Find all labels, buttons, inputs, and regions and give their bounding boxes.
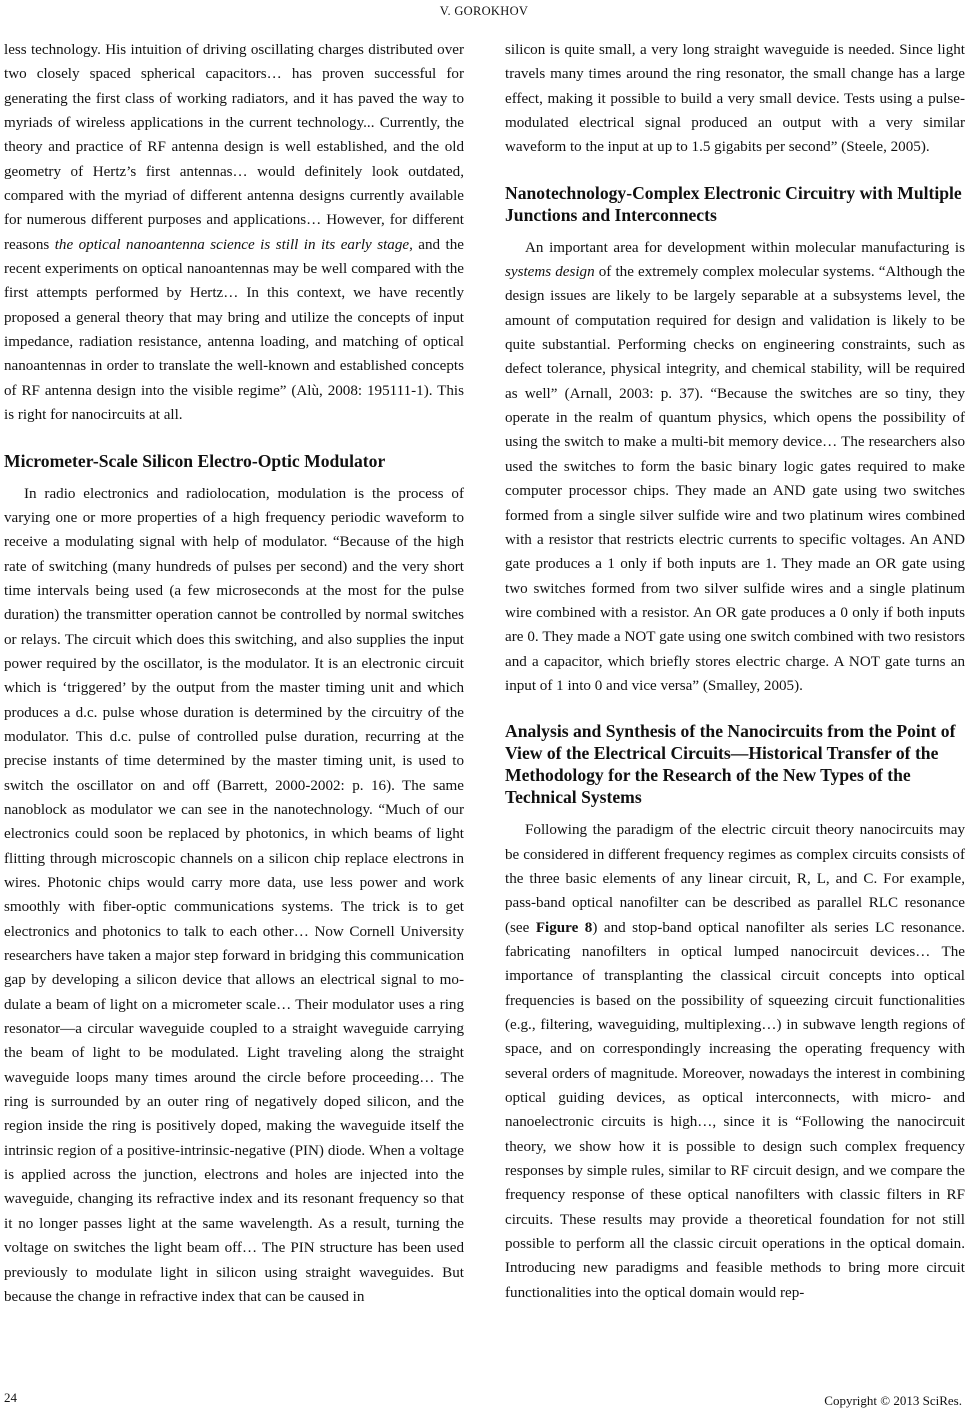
text-run: , and the recent experiments on optical nanoantennas may be well compared with the first attempts performed by Hertz… In this context, we have recently proposed a general theory that may bring and utilize the concepts of input impedance, radiation resistance, antenna loading, and matching of optical nanoantennas in order to translate the well-known and established concepts of RF antenna design into the visible regime” (Alù, 2008: 195111-1). This is right for nanocircuits at all. [4, 236, 464, 424]
running-head: V. GOROKHOV [439, 4, 529, 18]
right-column [505, 38, 965, 1305]
text-run: systems design [505, 264, 595, 281]
text-run: silicon is quite small, a very long straight waveguide is needed. Since light travels many times around the ring resonator, the small change has a large effect, making it possible to build a very small device. Tests using a pulse-modulated electrical signal produced an output with a very similar waveform to the input at up to 1.5 gigabits per second” (Steele, 2005). [505, 42, 965, 156]
paragraph [4, 38, 464, 428]
paragraph [505, 818, 965, 1305]
text-run: less technology. His intuition of driving oscillating charges distributed over two closely spaced spherical capacitors… has proven successful for generating the first class of working radiators, and it has paved the way to myriads of wireless applications in the current technology... Currently, the theory and practice of RF antenna design is well established, and the old geometry of Hertz’s first antennas… would definitely look outdated, compared with the myriad of different antenna designs currently available for numerous different purposes and applications… However, for different reasons [4, 42, 464, 253]
text-run: of the extremely complex molecular systems. “Although the design issues are likely to be largely separable at a subsystems level, the amount of computation required for design and validation is likely to be quite substantial. Performing checks on engineering constraints, such as defect tolerance, physical integrity, and chemical stability, will be required as well” (Arnall, 2003: p. 37). “Because the switches are so tiny, they operate in the realm of quantum physics, which opens the possibility of using the switch to make a multi-bit memory device… The researchers also used the switches to form the basic binary logic gates required to make computer processor chips. They made an AND gate using two switches formed from a single silver sulfide wire and two platinum wires combined with a resistor that restricts electric currents to specific voltages. An AND gate produces a 1 only if both inputs are 1. They made an OR gate using two switches formed from two silver sulfide wires and a single platinum wire combined with a resistor. An OR gate produces a 0 only if both inputs are 0. They made a NOT gate using one switch combined with two resistors and a capacitor, which briefly stores electric charge. A NOT gate turns an input of 1 into 0 and vice versa” (Smalley, 2005). [505, 264, 965, 694]
paragraph [505, 38, 965, 160]
left-column [4, 38, 464, 1309]
section-heading: Analysis and Synthesis of the Nanocircuits from the Point of View of the Electrical Circuits—Historical Transfer of the Methodology for the Research of the New Types of the Technical Systems [505, 721, 956, 808]
paragraph [505, 236, 965, 699]
section-heading: Micrometer-Scale Silicon Electro-Optic Modulator [4, 450, 386, 471]
copyright-notice: Copyright © 2013 SciRes. [824, 1393, 962, 1408]
text-run: Following the paradigm of the electric circuit theory nanocircuits may be considered in different frequency regimes as complex circuits consists of the three basic elements of any linear circuit, R, L, and C. For example, pass-band optical nanofilter can be described as parallel RLC resonance (see [505, 822, 965, 936]
text-run: Figure 8 [535, 919, 593, 936]
page-number: 24 [4, 1390, 17, 1405]
section-heading: Nanotechnology-Complex Electronic Circuitry with Multiple Junctions and Interconnects [505, 182, 962, 225]
text-run: In radio electronics and radiolocation, modulation is the process of varying one or more properties of a high frequency periodic waveform to receive a modulating signal with help of modulator. “Because of the high rate of switching (many hundreds of pulses per second) and the very short time intervals being used (a few microseconds at the most for the pulse duration) the transmitter operation cannot be controlled by normal switches or relays. The circuit which does this switching, and also supplies the input power required by the oscillator, is the modulator. It is an electronic circuit which is ‘triggered’ by the output from the master timing unit and which produces a d.c. pulse whose duration is determined by the circuitry of the modulator. This d.c. pulse of controlled pulse duration, recurring at the precise instants of time determined by the master timing unit, is used to switch the oscillator on and off (Barrett, 2000-2002: p. 16). The same nanoblock as modulator we can see in the nanotechnology. “Much of our electronics could soon be replaced by photonics, in which beams of light flitting through microscopic channels on a silicon chip replace electrons in wires. Photonic chips would carry more data, use less power and work smoothly with fiber-optic communications systems. The trick is to get electronics and photonics to talk to each other… Now Cornell University researchers have taken a major step forward in bridging this communication gap by developing a silicon device that allows an electrical signal to modulate a beam of light on a micrometer scale… Their modulator uses a ring resonator—a circular waveguide coupled to a straight waveguide carrying the beam of light to be modulated. Light traveling along the straight waveguide loops many times around the circle before proceeding… The ring is surrounded by an outer ring of negatively doped silicon, and the region inside the ring is positively doped, making the waveguide itself the intrinsic region of a positive-intrinsic-negative (PIN) diode. When a voltage is applied across the junction, electrons and holes are injected into the waveguide, changing its refractive index and its resonant frequency so that it no longer passes light at the same wavelength. As a result, turning the voltage on switches the light beam off… The PIN structure has been used previously to modulate light in silicon using straight waveguides. But because the change in refractive index that can be caused in [4, 485, 464, 1305]
text-run: the optical nanoantenna science is still in its early stage [54, 236, 410, 253]
text-run: An important area for development within molecular manufacturing is [525, 239, 965, 256]
paragraph [4, 482, 464, 1310]
text-run: ) and stop-band optical nanofilter als series LC resonance. fabricating nanofilters in optical lumped nanocircuit devices… The importance of transplanting the classical circuit concepts into optical frequencies is based on the possibility of squeezing circuit functionalities (e.g., filtering, waveguiding, multiplexing…) in subwave length regions of space, and on correspondingly increasing the operating frequency with several orders of magnitude. Moreover, nowadays the interest in combining optical guiding devices, as optical interconnects, with micro- and nanoelectronic circuits is high…, since it is “Following the nanocircuit theory, we show how it is possible to design such complex frequency responses by simple rules, similar to RF circuit design, and we compare the frequency response of these optical nanofilters with classic filters in RF circuits. These results may provide a theoretical foundation for not still possible to perform all the classic circuit operations in the optical domain. Introducing new paradigms and feasible methods to bring more circuit functionalities into the optical domain would rep- [505, 919, 965, 1301]
